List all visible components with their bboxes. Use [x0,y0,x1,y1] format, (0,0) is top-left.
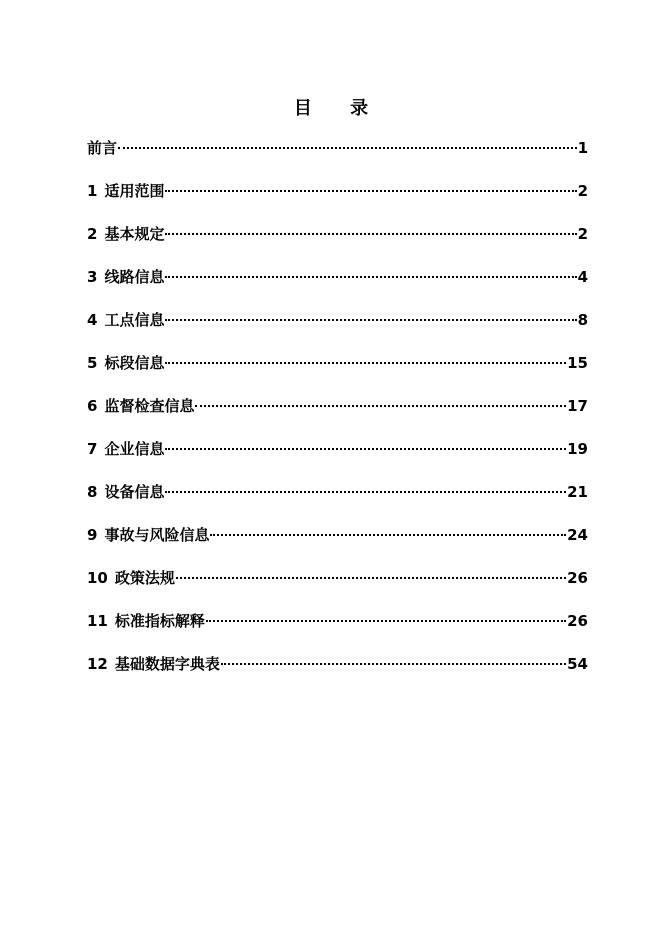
toc-entry-label: 基础数据字典表 [114,655,220,673]
toc-entry-label: 工点信息 [104,311,165,329]
toc-entry-number: 8 [87,483,98,501]
toc-entry-label: 设备信息 [104,483,165,501]
toc-entry-number: 11 [87,612,108,630]
toc-page-number: 15 [567,354,588,372]
toc-entry-number: 4 [87,311,98,329]
toc-page-number: 54 [567,655,588,673]
toc-page-number: 26 [567,612,588,630]
toc-entry-number: 10 [87,569,108,587]
toc-dot-leader [210,534,566,536]
toc-page-number: 8 [577,311,588,329]
toc-entry-number: 1 [87,182,98,200]
toc-entry-label: 基本规定 [104,225,165,243]
toc-page-number: 24 [567,526,588,544]
toc-entry-number: 5 [87,354,98,372]
toc-dot-leader [221,663,566,665]
toc-dot-leader [165,491,566,493]
toc-entry-number: 3 [87,268,98,286]
toc-entry-preface[interactable] [87,137,588,180]
toc-list [87,137,588,696]
toc-dot-leader [165,362,566,364]
toc-title: 目 录 [293,98,385,119]
toc-entry-7[interactable] [87,438,588,481]
toc-dot-leader [165,276,576,278]
toc-page-number: 4 [577,268,588,286]
toc-entry-label: 标准指标解释 [114,612,205,630]
toc-entry-label: 适用范围 [104,182,165,200]
toc-entry-label: 标段信息 [104,354,165,372]
toc-dot-leader [195,405,566,407]
toc-entry-3[interactable] [87,266,588,309]
toc-entry-number: 7 [87,440,98,458]
toc-entry-9[interactable] [87,524,588,567]
toc-entry-number: 6 [87,397,98,415]
toc-dot-leader [176,577,566,579]
toc-entry-10[interactable] [87,567,588,610]
toc-entry-12[interactable] [87,653,588,696]
toc-entry-2[interactable] [87,223,588,266]
toc-entry-label: 线路信息 [104,268,165,286]
toc-entry-8[interactable] [87,481,588,524]
toc-page-number: 21 [567,483,588,501]
toc-page-number: 2 [577,225,588,243]
toc-entry-label: 企业信息 [104,440,165,458]
toc-dot-leader [165,190,576,192]
toc-dot-leader [206,620,566,622]
toc-entry-number: 9 [87,526,98,544]
toc-entry-label: 监督检查信息 [104,397,195,415]
toc-dot-leader [165,233,576,235]
toc-page-number: 17 [567,397,588,415]
toc-entry-label: 事故与风险信息 [104,526,210,544]
toc-page-number: 1 [577,139,588,157]
toc-entry-11[interactable] [87,610,588,653]
toc-entry-number: 12 [87,655,108,673]
toc-entry-5[interactable] [87,352,588,395]
toc-entry-number: 2 [87,225,98,243]
toc-dot-leader [165,448,566,450]
toc-entry-label: 政策法规 [114,569,175,587]
toc-entry-label: 前言 [87,139,118,157]
toc-dot-leader [118,147,577,149]
toc-page-number: 19 [567,440,588,458]
toc-entry-1[interactable] [87,180,588,223]
toc-entry-4[interactable] [87,309,588,352]
toc-page-number: 2 [577,182,588,200]
toc-dot-leader [165,319,576,321]
toc-entry-6[interactable] [87,395,588,438]
toc-page-number: 26 [567,569,588,587]
